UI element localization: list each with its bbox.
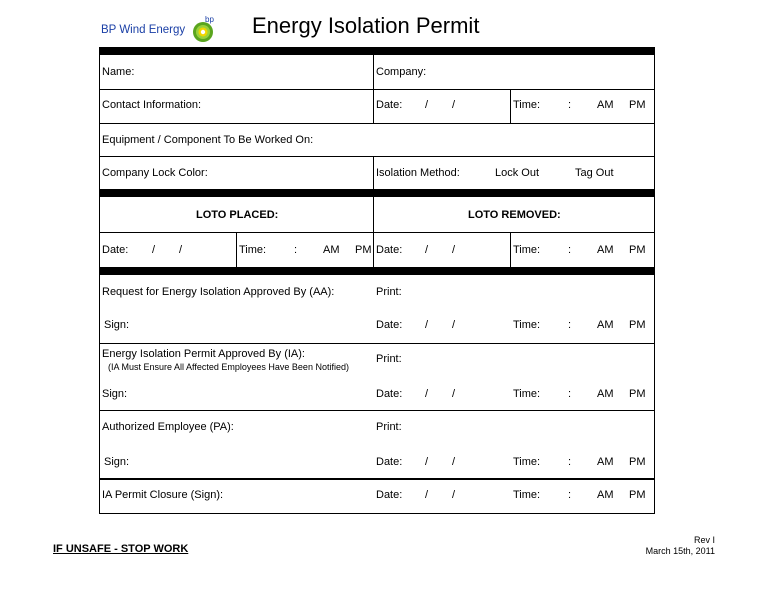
date-slash: / [425, 456, 429, 468]
col-rule-center [373, 197, 374, 267]
page-title: Energy Isolation Permit [252, 13, 480, 38]
time-label: Time: [513, 489, 541, 501]
brand-name: BP Wind Energy [101, 24, 186, 36]
revision-block [646, 535, 715, 557]
time-label: Time: [513, 244, 541, 256]
border-left [99, 47, 100, 514]
pm-label: PM [629, 244, 646, 256]
date-label: Date: [376, 456, 403, 468]
thick-rule-lower [99, 267, 655, 275]
date-slash: / [425, 489, 429, 501]
col-rule-center [373, 156, 374, 189]
date-slash: / [452, 99, 456, 111]
bp-logo-text: bp [205, 15, 214, 24]
tag-out-option[interactable]: Tag Out [575, 167, 614, 179]
row-rule [99, 478, 655, 480]
am-label: AM [597, 456, 614, 468]
pm-label: PM [629, 319, 646, 331]
row-rule [99, 89, 655, 90]
time-colon: : [568, 388, 572, 400]
border-right [654, 47, 655, 514]
time-label: Time: [513, 319, 541, 331]
border-bottom [99, 513, 655, 514]
row-rule [99, 123, 655, 124]
thick-rule-top [99, 47, 655, 55]
am-label: AM [323, 244, 340, 256]
time-colon: : [568, 319, 572, 331]
unsafe-warning: IF UNSAFE - STOP WORK [53, 543, 189, 555]
date-label: Date: [376, 319, 403, 331]
pm-label: PM [629, 388, 646, 400]
row-rule [99, 343, 655, 344]
request-aa-label: Request for Energy Isolation Approved By (AA): [102, 286, 335, 298]
date-slash: / [452, 244, 456, 256]
row-rule [99, 410, 655, 411]
equipment-label: Equipment / Component To Be Worked On: [102, 134, 314, 146]
date-label: Date: [376, 388, 403, 400]
row-rule [99, 156, 655, 157]
sign-label: Sign: [102, 388, 128, 400]
date-slash: / [425, 319, 429, 331]
date-slash: / [152, 244, 156, 256]
date-label: Date: [376, 489, 403, 501]
am-label: AM [597, 388, 614, 400]
date-label: Date: [376, 99, 403, 111]
date-slash: / [179, 244, 183, 256]
am-label: AM [597, 99, 614, 111]
time-colon: : [568, 99, 572, 111]
loto-placed-heading: LOTO PLACED: [196, 209, 279, 221]
time-label: Time: [513, 456, 541, 468]
lock-color-label: Company Lock Color: [102, 167, 208, 179]
ia-note: (IA Must Ensure All Affected Employees Have Been Notified) [108, 362, 349, 372]
isolation-method-label: Isolation Method: [376, 167, 460, 179]
date-slash: / [452, 319, 456, 331]
date-slash: / [425, 244, 429, 256]
pm-label: PM [629, 489, 646, 501]
company-label: Company: [376, 66, 427, 78]
row-rule [99, 232, 655, 233]
pm-label: PM [355, 244, 372, 256]
time-label: Time: [513, 388, 541, 400]
date-label: Date: [376, 244, 403, 256]
col-rule-center [373, 55, 374, 123]
thick-rule-middle [99, 189, 655, 197]
am-label: AM [597, 489, 614, 501]
time-label: Time: [513, 99, 541, 111]
time-colon: : [294, 244, 298, 256]
time-label: Time: [239, 244, 267, 256]
col-rule-time [510, 89, 511, 123]
date-slash: / [452, 388, 456, 400]
time-colon: : [568, 489, 572, 501]
date-slash: / [425, 388, 429, 400]
contact-label: Contact Information: [102, 99, 202, 111]
revision-label: Rev I [693, 535, 715, 545]
col-rule-time [510, 232, 511, 267]
am-label: AM [597, 244, 614, 256]
authorized-pa-label: Authorized Employee (PA): [102, 421, 234, 433]
revision-date: March 15th, 2011 [645, 546, 715, 556]
date-label: Date: [102, 244, 129, 256]
time-colon: : [568, 456, 572, 468]
print-label: Print: [376, 421, 402, 433]
date-slash: / [452, 489, 456, 501]
loto-removed-heading: LOTO REMOVED: [468, 209, 561, 221]
date-slash: / [452, 456, 456, 468]
pm-label: PM [629, 99, 646, 111]
sign-label: Sign: [104, 456, 130, 468]
lock-out-option[interactable]: Lock Out [495, 167, 540, 179]
print-label: Print: [376, 353, 402, 365]
am-label: AM [597, 319, 614, 331]
ia-closure-label: IA Permit Closure (Sign): [102, 489, 224, 501]
time-colon: : [568, 244, 572, 256]
sign-label: Sign: [104, 319, 130, 331]
name-label: Name: [102, 66, 135, 78]
date-slash: / [425, 99, 429, 111]
col-rule-time [236, 232, 237, 267]
permit-ia-label: Energy Isolation Permit Approved By (IA): [102, 348, 305, 360]
pm-label: PM [629, 456, 646, 468]
print-label: Print: [376, 286, 402, 298]
